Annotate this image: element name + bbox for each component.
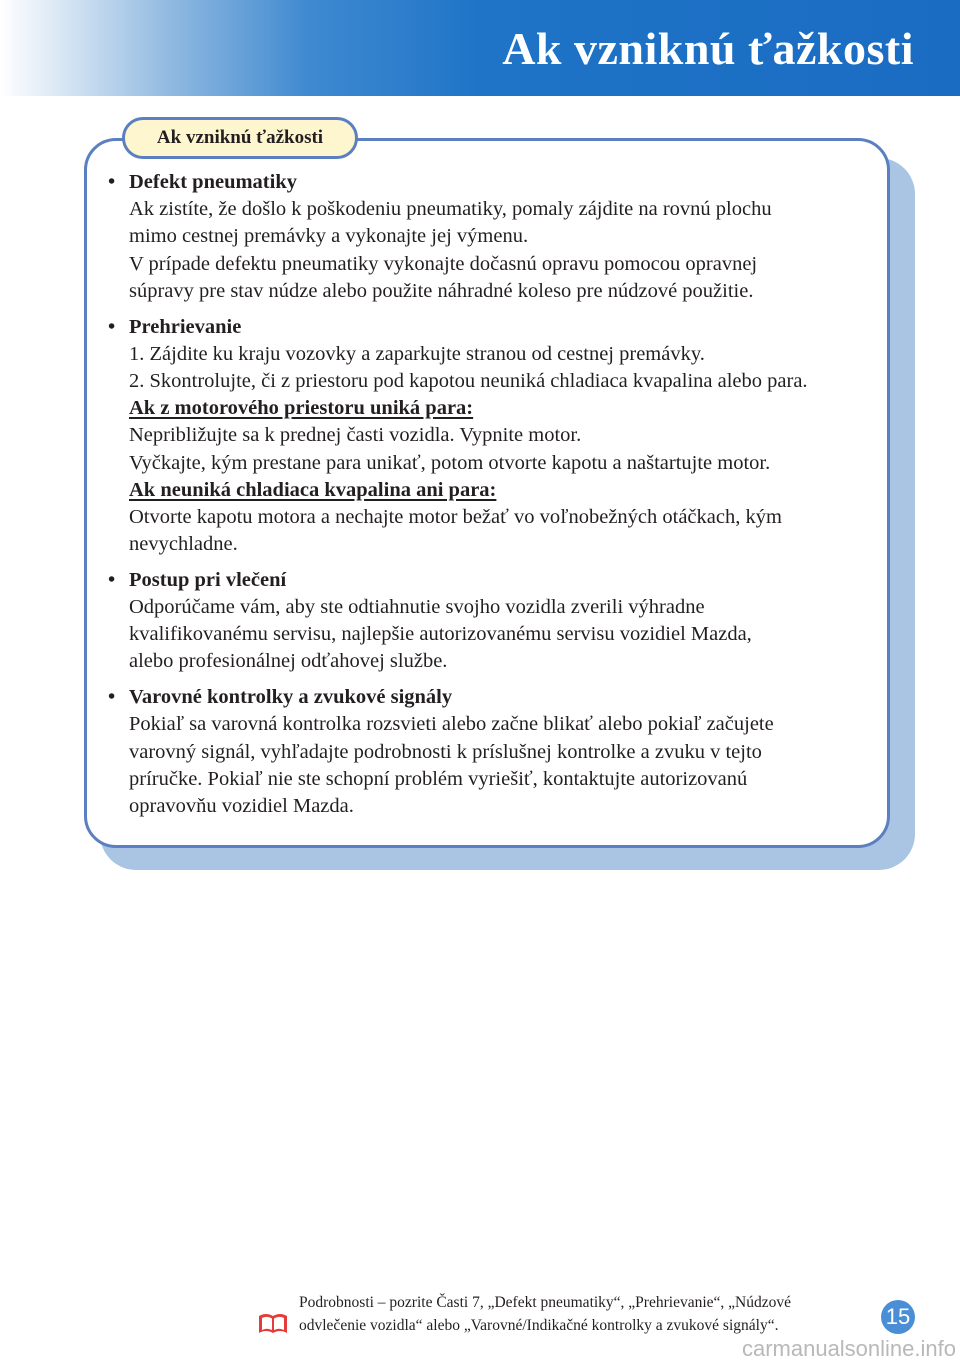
item-title: Varovné kontrolky a zvukové signály	[129, 686, 453, 709]
page-title: Ak vzniknú ťažkosti	[502, 23, 914, 74]
sub-heading-line	[129, 395, 876, 422]
list-item-tire-defect	[108, 169, 876, 305]
list-item-towing	[108, 567, 876, 676]
item-text-line: 1. Zájdite ku kraju vozovky a zaparkujte stranou od cestnej premávky.	[129, 342, 705, 365]
sub-heading-line	[129, 477, 876, 504]
panel-content	[108, 169, 876, 829]
footer-line: Podrobnosti – pozrite Časti 7, „Defekt pneumatiky“, „Prehrievanie“, „Núdzové	[299, 1294, 791, 1311]
item-text-line: Odporúčame vám, aby ste odtiahnutie svojho vozidla zverili výhradne	[129, 596, 705, 619]
page-number: 15	[881, 1300, 915, 1334]
bullet-icon: •	[108, 171, 116, 193]
list-item-warning-lights	[108, 684, 876, 820]
list-item-overheating	[108, 314, 876, 559]
item-text-line: súpravy pre stav núdze alebo použite náhradné koleso pre núdzové použitie.	[129, 279, 754, 302]
watermark: carmanualsonline.info	[741, 1336, 956, 1361]
item-title: Postup pri vlečení	[129, 568, 287, 591]
item-text-line: nevychladne.	[129, 533, 238, 556]
item-text-line: Otvorte kapotu motora a nechajte motor bežať vo voľnobežných otáčkach, kým	[129, 505, 782, 528]
item-text-line: mimo cestnej premávky a vykonajte jej výmenu.	[129, 225, 529, 248]
item-title: Defekt pneumatiky	[129, 171, 297, 193]
bullet-icon: •	[108, 315, 116, 338]
item-text-line: Nepribližujte sa k prednej časti vozidla. Vypnite motor.	[129, 424, 582, 447]
item-text-line: príručke. Pokiaľ nie ste schopní problém vyriešiť, kontaktujte autorizovanú	[129, 767, 748, 790]
item-text-line: 2. Skontrolujte, či z priestoru pod kapotou neuniká chladiaca kvapalina alebo para.	[129, 369, 808, 392]
footer-line: odvlečenie vozidla“ alebo „Varovné/Indikačné kontrolky a zvukové signály“.	[299, 1317, 779, 1334]
item-text-line: opravovňu vozidiel Mazda.	[129, 794, 354, 817]
item-text-line: Ak zistíte, že došlo k poškodeniu pneumatiky, pomaly zájdite na rovnú plochu	[129, 198, 772, 221]
item-text-line: varovný signál, vyhľadajte podrobnosti k príslušnej kontrolke a zvuku v tejto	[129, 740, 762, 763]
item-text-line: kvalifikovanému servisu, najlepšie autorizovanému servisu vozidiel Mazda,	[129, 623, 752, 646]
item-text-line: V prípade defektu pneumatiky vykonajte dočasnú opravu pomocou opravnej	[129, 252, 758, 275]
item-text-line: alebo profesionálnej odťahovej službe.	[129, 650, 448, 673]
sub-heading: Ak z motorového priestoru uniká para:	[129, 397, 474, 420]
item-text-line: Pokiaľ sa varovná kontrolka rozsvieti alebo začne blikať alebo pokiaľ začujete	[129, 713, 774, 736]
sub-heading: Ak neuniká chladiaca kvapalina ani para:	[129, 478, 497, 501]
item-text-line: Vyčkajte, kým prestane para unikať, potom otvorte kapotu a naštartujte motor.	[129, 451, 771, 474]
bullet-icon: •	[108, 686, 116, 709]
bullet-icon: •	[108, 568, 116, 591]
item-title: Prehrievanie	[129, 315, 242, 338]
footer-reference	[299, 1291, 791, 1337]
panel-tab-label: Ak vzniknú ťažkosti	[122, 117, 358, 159]
book-icon	[257, 1311, 289, 1335]
